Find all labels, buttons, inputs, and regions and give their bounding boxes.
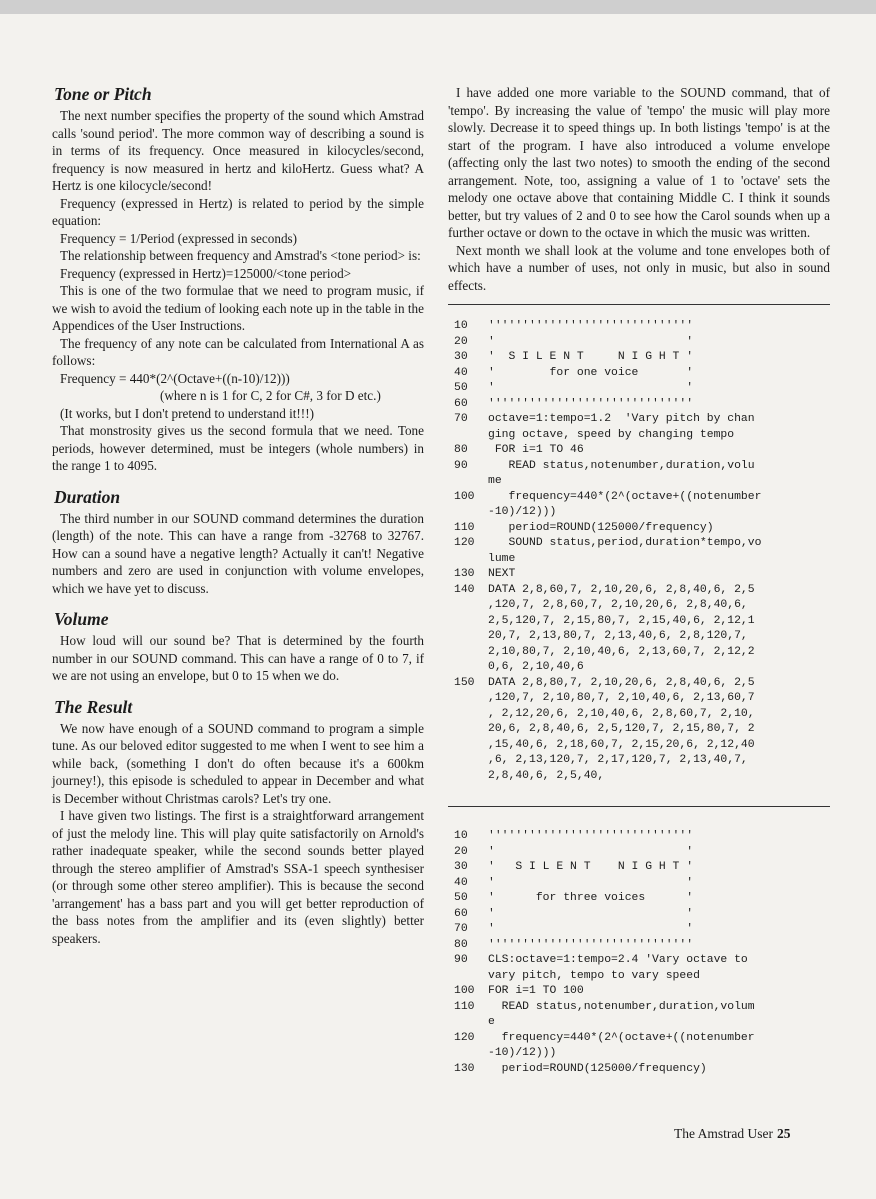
line-number: 110 [454,521,475,534]
line-number: 90 [454,954,468,966]
code-text: 2,10,80,7, 2,10,40,6, 2,13,60,7, 2,12,2 [488,645,755,658]
code-line [454,536,830,552]
right-column [448,84,830,1077]
heading-tone-or-pitch: Tone or Pitch [54,84,152,104]
code-text: DATA 2,8,60,7, 2,10,20,6, 2,8,40,6, 2,5 [488,583,755,596]
heading-volume: Volume [54,609,109,629]
code-text: ' ' [488,876,694,889]
code-line [454,598,830,614]
line-number: 140 [454,583,475,596]
line-number: 80 [454,938,468,951]
paragraph: The relationship between frequency and Amstrad's <tone period> is: [60,248,421,263]
code-text: lume [488,552,516,565]
line-number: 120 [454,1031,475,1044]
code-line [454,938,830,954]
code-line [454,984,830,1000]
code-line [454,474,830,490]
line-number: 150 [454,676,475,689]
program-listing-three-voices [454,829,830,1077]
code-line [454,1015,830,1031]
code-text: me [488,475,502,487]
code-line [454,922,830,938]
code-line [454,953,830,969]
line-number: 50 [454,382,468,394]
line-number: 40 [454,876,468,889]
code-line [454,443,830,459]
paragraph: The third number in our SOUND command determines the duration (length) of the note. This can have a range from -32768 to 32767. How can a sound have a negative length? Actually it can't! Negative numbers and zero are used in conjunction with volume envelopes, which we have yet to discuss. [52,510,424,596]
code-text: -10)/12))) [488,506,557,518]
code-text: 20,6, 2,8,40,6, 2,5,120,7, 2,15,80,7, 2 [488,723,755,735]
formula-note: (where n is 1 for C, 2 for C#, 3 for D etc.) [160,388,381,403]
code-text: ' for three voices ' [488,892,694,904]
code-text: ,120,7, 2,10,80,7, 2,10,40,6, 2,13,60,7 [488,692,755,704]
page-footer [674,1126,790,1142]
code-text: NEXT [488,568,516,580]
line-number: 60 [454,907,468,920]
program-listing-one-voice [454,319,830,784]
code-line [454,876,830,892]
line-number [454,738,488,754]
page-number: 25 [776,1126,791,1141]
code-line [454,505,830,521]
code-line [454,753,830,769]
line-number [454,598,488,614]
paragraph: The frequency of any note can be calculated from International A as follows: [52,335,424,368]
code-line [454,459,830,475]
line-number [454,691,488,707]
code-line [454,907,830,923]
line-number: 70 [454,413,468,425]
line-number: 70 [454,923,468,935]
divider-rule [448,304,830,305]
line-number [454,660,488,676]
line-number [454,474,488,490]
code-text: vary pitch, tempo to vary speed [488,969,700,982]
code-text: period=ROUND(125000/frequency) [488,1062,707,1075]
code-line [454,381,830,397]
code-line [454,645,830,661]
line-number [454,1046,488,1062]
code-line [454,1046,830,1062]
line-number: 120 [454,537,475,549]
line-number [454,769,488,785]
paragraph: This is one of the two formulae that we need to program music, if we wish to avoid the tedium of looking each note up in the table in the Appendices of the User Instructions. [52,283,424,333]
code-line [454,891,830,907]
code-line [454,366,830,382]
line-number: 20 [454,845,468,858]
paragraph: How loud will our sound be? That is determined by the fourth number in our SOUND command. This can have a range of 0 to 7, if we are not using an envelope, but 0 to 15 when we do. [52,633,424,683]
code-text: FOR i=1 TO 100 [488,985,584,997]
code-text: '''''''''''''''''''''''''''''' [488,938,694,951]
line-number [454,753,488,769]
code-line [454,691,830,707]
line-number [454,1015,488,1031]
code-text: ,6, 2,13,120,7, 2,17,120,7, 2,13,40,7, [488,754,748,766]
code-line [454,428,830,444]
code-line [454,676,830,692]
code-line [454,397,830,413]
line-number [454,629,488,645]
code-text: e [488,1016,495,1028]
formula: Frequency (expressed in Hertz)=125000/<tone period> [60,265,352,281]
line-number: 20 [454,335,468,348]
code-text: 2,8,40,6, 2,5,40, [488,769,605,782]
paragraph: Next month we shall look at the volume and tone envelopes both of which have a number of uses, not only in music, but also in sound effects. [448,242,830,293]
code-text: ' S I L E N T N I G H T ' [488,351,694,363]
code-text: , 2,12,20,6, 2,10,40,6, 2,8,60,7, 2,10, [488,707,755,720]
code-text: ' ' [488,907,694,920]
line-number [454,552,488,568]
line-number: 10 [454,830,468,842]
code-line [454,552,830,568]
code-text: 0,6, 2,10,40,6 [488,661,584,673]
code-text: ' ' [488,335,694,348]
line-number: 60 [454,397,468,410]
code-text: '''''''''''''''''''''''''''''' [488,397,694,410]
line-number: 100 [454,490,475,503]
code-line [454,1062,830,1078]
line-number: 130 [454,1062,475,1075]
code-text: frequency=440*(2^(octave+((notenumber [488,1031,755,1044]
line-number [454,505,488,521]
paragraph: That monstrosity gives us the second formula that we need. Tone periods, however determined, must be integers (whole numbers) in the range 1 to 4095. [52,423,424,473]
line-number [454,645,488,661]
code-text: FOR i=1 TO 46 [488,444,584,456]
code-line [454,722,830,738]
formula: Frequency = 440*(2^(Octave+((n-10)/12))) [60,370,290,386]
line-number [454,614,488,630]
code-text: ,15,40,6, 2,18,60,7, 2,15,20,6, 2,12,40 [488,738,755,751]
code-line [454,614,830,630]
code-line [454,1000,830,1016]
formula: Frequency = 1/Period (expressed in seconds) [60,230,298,246]
line-number: 30 [454,861,468,873]
code-line [454,738,830,754]
code-line [454,583,830,599]
code-text: 2,5,120,7, 2,15,80,7, 2,15,40,6, 2,12,1 [488,614,755,627]
paragraph: We now have enough of a SOUND command to program a simple tune. As our beloved editor suggested to me when I went to see him a while back, (something I don't do often because it's a 600km journey!), this episode is scheduled to appear in December and what is December without Christmas carols? Let's try one. [52,720,424,806]
code-text: frequency=440*(2^(octave+((notenumber [488,490,762,503]
code-line [454,412,830,428]
code-text: ' ' [488,923,694,935]
code-text: DATA 2,8,80,7, 2,10,20,6, 2,8,40,6, 2,5 [488,676,755,689]
code-text: ' for one voice ' [488,366,694,379]
code-text: READ status,notenumber,duration,volu [488,459,755,472]
divider-rule [448,806,830,807]
line-number [454,428,488,444]
line-number: 90 [454,459,468,472]
code-text: CLS:octave=1:tempo=2.4 'Vary octave to [488,954,748,966]
paragraph: The next number specifies the property of the sound which Amstrad calls 'sound period'. The more common way of describing a sound is in terms of its frequency. Once measured in kilocycles/second, frequency is now measured in hertz and kiloHertz. Guess what? A Hertz is one kilocycle/second! [52,108,424,193]
code-text: READ status,notenumber,duration,volum [488,1000,755,1013]
line-number [454,969,488,985]
code-line [454,660,830,676]
code-text: ,120,7, 2,8,60,7, 2,10,20,6, 2,8,40,6, [488,599,748,611]
code-line [454,350,830,366]
line-number [454,707,488,723]
code-text: octave=1:tempo=1.2 'Vary pitch by chan [488,413,755,425]
code-line [454,860,830,876]
paragraph: I have given two listings. The first is a straightforward arrangement of just the melody line. This will play quite satisfactorily on Arnold's rather inadequate speaker, while the second sounds better played through the stereo amplifier of Amstrad's SSA-1 speech synthesiser (or through some other stereo amplifier). This is because the second 'arrangement' has a bass part and you will get better reproduction of the bass notes from the amplifier and its (even slightly) better speakers. [52,808,424,946]
code-text: '''''''''''''''''''''''''''''' [488,320,694,332]
code-text: 20,7, 2,13,80,7, 2,13,40,6, 2,8,120,7, [488,630,748,642]
code-line [454,521,830,537]
line-number: 130 [454,568,475,580]
code-text: '''''''''''''''''''''''''''''' [488,830,694,842]
code-text: ging octave, speed by changing tempo [488,428,735,441]
line-number: 100 [454,985,475,997]
line-number: 10 [454,320,468,332]
line-number: 80 [454,444,468,456]
code-text: ' ' [488,845,694,858]
code-line [454,319,830,335]
line-number: 40 [454,366,468,379]
code-text: period=ROUND(125000/frequency) [488,521,714,534]
line-number: 30 [454,351,468,363]
code-line [454,490,830,506]
code-line [454,1031,830,1047]
code-text: ' S I L E N T N I G H T ' [488,861,694,873]
line-number: 110 [454,1000,475,1013]
formula-comment: (It works, but I don't pretend to understand it!!!) [60,405,314,421]
line-number: 50 [454,892,468,904]
publication-name: The Amstrad User [674,1126,773,1141]
code-line [454,707,830,723]
code-line [454,769,830,785]
paragraph: I have added one more variable to the SOUND command, that of 'tempo'. By increasing the value of 'tempo' the music will play more slowly. Decrease it to speed things up. In both listings 'tempo' is at the start of the program. I have also introduced a volume envelope (affecting only the last two notes) to smooth the ending of the second arrangement. Note, too, assigning a value of 1 to 'octave' sets the melody one octave above that containing Middle C. I think it sounds better, but try values of 2 and 0 to see how the Carol sounds when up a further octave or down to the octave in which the music was written. [448,85,830,240]
code-line [454,335,830,351]
code-line [454,969,830,985]
left-column [52,84,424,947]
heading-duration: Duration [54,486,121,507]
line-number [454,722,488,738]
code-line [454,629,830,645]
code-line [454,845,830,861]
paragraph: Frequency (expressed in Hertz) is related to period by the simple equation: [52,195,424,228]
code-text: -10)/12))) [488,1047,557,1059]
code-text: SOUND status,period,duration*tempo,vo [488,537,762,549]
code-text: ' ' [488,382,694,394]
code-line [454,829,830,845]
code-line [454,567,830,583]
scan-top-border [0,0,876,14]
heading-the-result: The Result [54,696,133,717]
